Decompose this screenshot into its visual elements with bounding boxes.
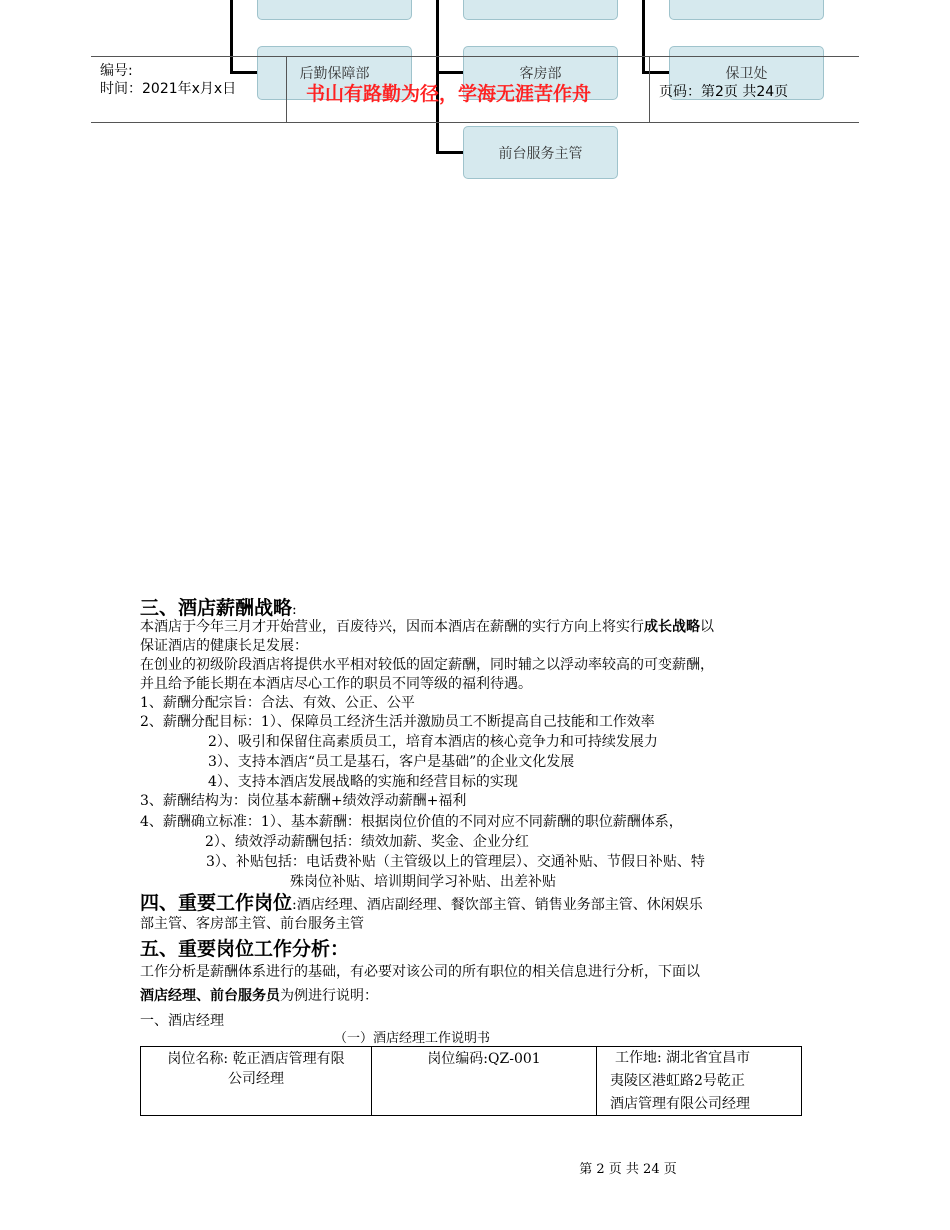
- section3-item2-sub2: 2）、吸引和保留住高素质员工，培育本酒店的核心竞争力和可持续发展力: [208, 734, 658, 750]
- section3-item4-sub3: 3）、补贴包括：电话费补贴（主管级以上的管理层）、交通补贴、节假日补贴、特: [206, 854, 705, 870]
- table-cell-position-name: 岗位名称: 乾正酒店管理有限 公司经理: [141, 1047, 372, 1115]
- table-cell-work-location: 工作地: 湖北省宜昌市 夷陵区港虹路2号乾正 酒店管理有限公司经理: [610, 1050, 751, 1112]
- org-box-top-center: [463, 0, 618, 20]
- section3-intro-line1: 本酒店于今年三月才开始营业，百废待兴，因而本酒店在薪酬的实行方向上将实行成长战略以: [140, 619, 714, 635]
- connector-center-vertical: [436, 0, 439, 154]
- header-top-rule: [91, 56, 859, 57]
- connector-left-vertical: [230, 0, 233, 73]
- header-time-label: 时间：2021年x月x日: [100, 81, 237, 97]
- section5-title: 五、重要岗位工作分析：: [140, 938, 350, 960]
- org-box-front-desk: 前台服务主管: [463, 126, 618, 179]
- section3-item2-sub4: 4）、支持本酒店发展战略的实施和经营目标的实现: [208, 774, 518, 790]
- section4-line2: 部主管、客房部主管、前台服务主管: [140, 916, 364, 932]
- section3-intro-line3: 在创业的初级阶段酒店将提供水平相对较低的固定薪酬，同时辅之以浮动率较高的可变薪酬，: [140, 657, 714, 673]
- header-bottom-rule: [91, 122, 859, 123]
- connector-left-horizontal: [230, 71, 258, 74]
- header-motto: 书山有路勤为径，学海无涯苦作舟: [306, 83, 592, 105]
- section5-text-line1: 工作分析是薪酬体系进行的基础，有必要对该公司的所有职位的相关信息进行分析，下面以: [140, 964, 700, 980]
- section3-item3: 3、薪酬结构为：岗位基本薪酬+绩效浮动薪酬+福利: [140, 793, 467, 809]
- section3-intro-line2: 保证酒店的健康长足发展：: [140, 638, 308, 654]
- header-number-label: 编号:: [100, 63, 133, 79]
- section3-item4-sub3-cont: 殊岗位补贴、培训期间学习补贴、出差补贴: [290, 874, 556, 890]
- org-box-top-left: [257, 0, 412, 20]
- section3-item1: 1、薪酬分配宗旨：合法、有效、公正、公平: [140, 695, 415, 711]
- section4-line1: 四、重要工作岗位:酒店经理、酒店副经理、餐饮部主管、销售业务部主管、休闲娱乐: [140, 892, 703, 914]
- org-box-top-right: [669, 0, 824, 20]
- connector-right-horizontal: [642, 71, 670, 74]
- connector-center-horizontal-1: [436, 71, 464, 74]
- job-description-table: [140, 1046, 802, 1116]
- page-footer: 第 2 页 共 24 页: [579, 1162, 677, 1177]
- header-divider-left: [286, 56, 287, 122]
- org-box-housekeeping: 客房部: [463, 46, 618, 100]
- org-box-security: 保卫处: [669, 46, 824, 100]
- header-divider-right: [649, 56, 650, 122]
- connector-center-horizontal-2: [436, 151, 464, 154]
- section3-item2-sub3: 3）、支持本酒店“员工是基石，客户是基础”的企业文化发展: [208, 754, 575, 770]
- header-page-label: 页码：第2页 共24页: [659, 84, 789, 100]
- section3-item4-sub2: 2）、绩效浮动薪酬包括：绩效加薪、奖金、企业分红: [205, 834, 529, 850]
- table-caption: （一）酒店经理工作说明书: [334, 1031, 491, 1046]
- section3-item4: 4、薪酬确立标准：1）、基本薪酬：根据岗位价值的不同对应不同薪酬的职位薪酬体系，: [140, 814, 683, 830]
- section3-item2: 2、薪酬分配目标：1）、保障员工经济生活并激励员工不断提高自己技能和工作效率: [140, 714, 655, 730]
- section5-text-line2: 酒店经理、前台服务员为例进行说明：: [140, 988, 378, 1004]
- section3-intro-line4: 并且给予能长期在本酒店尽心工作的职员不同等级的福利待遇。: [140, 676, 532, 692]
- section4-title: 四、重要工作岗位: [140, 892, 293, 914]
- org-box-logistics: 后勤保障部: [257, 46, 412, 100]
- table-cell-position-code: 岗位编码:QZ-001: [372, 1047, 597, 1115]
- section5-sub1: 一、酒店经理: [140, 1013, 224, 1029]
- section3-title: 三、酒店薪酬战略:: [140, 597, 297, 619]
- connector-right-vertical: [642, 0, 645, 73]
